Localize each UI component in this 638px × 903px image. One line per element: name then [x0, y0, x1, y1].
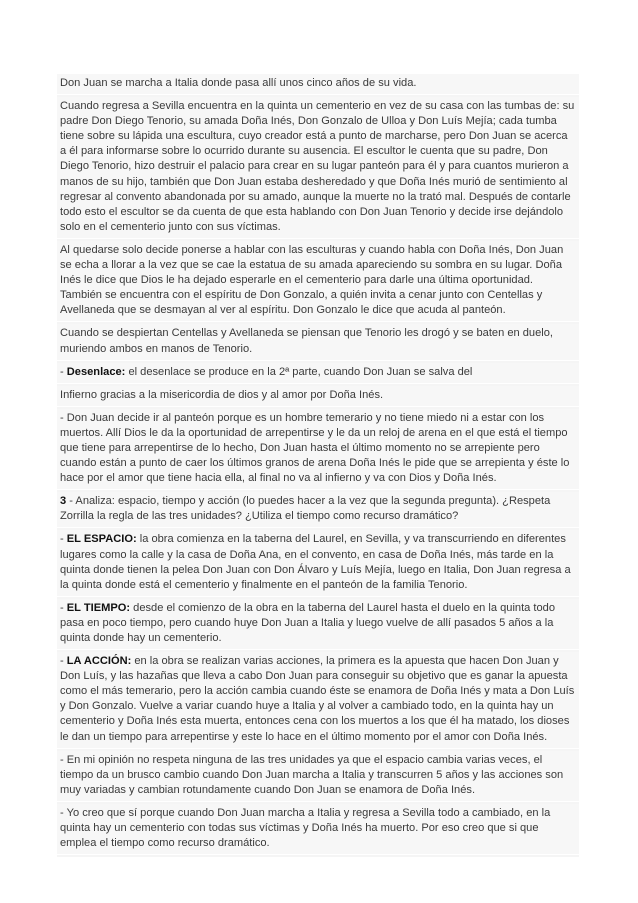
paragraph: - Don Juan decide ir al panteón porque es un hombre temerario y no tiene miedo ni a estar con los muertos. Allí Dios le da la oportunidad de arrepentirse y le da un reloj de arena en el que está el tiempo que tiene para arrepentirse de lo hecho, Don Juan hasta el último momento no se arrepiente pero cuando están a punto de caer los últimos granos de arena Doña Inés le pide que se arrepienta y éste lo hace por el amor que tiene hacia ella, al final no va al infierno y va con Dios y Doña Inés.	[57, 409, 579, 490]
paragraph: - Yo creo que sí porque cuando Don Juan marcha a Italia y regresa a Sevilla todo a cambiado, en la quinta hay un cementerio con todas sus víctimas y Doña Inés ha muerto. Por eso creo que si que emplea el tiempo como recurso dramático.	[57, 804, 579, 855]
document-body	[57, 74, 579, 857]
paragraph: - En mi opinión no respeta ninguna de las tres unidades ya que el espacio cambia varias veces, el tiempo da un brusco cambio cuando Don Juan marcha a Italia y transcurren 5 años y las acciones son muy variadas y cambian rotundamente cuando Don Juan se enamora de Doña Inés.	[57, 751, 579, 802]
paragraph-espacio: - EL ESPACIO: la obra comienza en la taberna del Laurel, en Sevilla, y va transcurriendo en diferentes lugares como la calle y la casa de Doña Ana, en el convento, en casa de Doña Inés, más tarde en la quinta donde tienen la pelea Don Juan con Don Álvaro y Luís Mejía, luego en Italia, Don Juan regresa a la quinta donde está el cementerio y finalmente en el panteón de la familia Tenorio.	[57, 530, 579, 596]
paragraph: Infierno gracias a la misericordia de dios y al amor por Doña Inés.	[57, 386, 579, 407]
paragraph: Al quedarse solo decide ponerse a hablar con las esculturas y cuando habla con Doña Inés, Don Juan se echa a llorar a la vez que se cae la estatua de su amada apareciendo su sombra en su lugar. Doña Inés le dice que Dios le ha dejado esperarle en el cementerio para darle una última oportunidad. También se encuentra con el espíritu de Don Gonzalo, a quién invita a cenar junto con Centellas y Avellaneda que se desmayan al ver al espíritu. Don Gonzalo le dice que acuda al panteón.	[57, 241, 579, 322]
paragraph-question-3: 3 - Analiza: espacio, tiempo y acción (lo puedes hacer a la vez que la segunda pregunta). ¿Respeta Zorrilla la regla de las tres unidades? ¿Utiliza el tiempo como recurso dramático?	[57, 492, 579, 528]
paragraph: Cuando se despiertan Centellas y Avellaneda se piensan que Tenorio les drogó y se baten en duelo, muriendo ambos en manos de Tenorio.	[57, 324, 579, 360]
heading-accion: LA ACCIÓN:	[66, 655, 132, 668]
paragraph-desenlace: - Desenlace: el desenlace se produce en la 2ª parte, cuando Don Juan se salva del	[57, 363, 579, 384]
question-number: 3	[60, 495, 67, 508]
paragraph-accion: - LA ACCIÓN: en la obra se realizan varias acciones, la primera es la apuesta que hacen Don Juan y Don Luís, y las hazañas que lleva a cabo Don Juan para conseguir su objetivo que es ganar la apuesta como el más temerario, pero la acción cambia cuando éste se enamora de Doña Inés y mata a Don Luís y Don Gonzalo. Vuelve a variar cuando huye a Italia y al volver a cambiado todo, en la quinta hay un cementerio y Doña Inés esta muerta, entonces cena con los muertos a los que él ha matado, los dioses le dan un tiempo para arrepentirse y este lo hace en el último momento por el amor con Doña Inés.	[57, 652, 579, 749]
heading-tiempo: EL TIEMPO:	[66, 601, 131, 614]
heading-espacio: EL ESPACIO:	[66, 533, 137, 546]
paragraph-tiempo: - EL TIEMPO: desde el comienzo de la obra en la taberna del Laurel hasta el duelo en la quinta todo pasa en poco tiempo, pero cuando huye Don Juan a Italia y luego vuelve de allí pasados 5 años a la quinta donde hay un cementerio.	[57, 599, 579, 650]
paragraph: Don Juan se marcha a Italia donde pasa allí unos cinco años de su vida.	[57, 74, 579, 95]
paragraph: Cuando regresa a Sevilla encuentra en la quinta un cementerio en vez de su casa con las tumbas de: su padre Don Diego Tenorio, su amada Doña Inés, Don Gonzalo de Ulloa y Don Luís Mejía; cada tumba tiene sobre su lápida una escultura, cuyo creador está a punto de marcharse, pero Don Juan se acerca a él para informarse sobre lo ocurrido durante su ausencia. El escultor le cuenta que su padre, Don Diego Tenorio, hizo destruir el palacio para crear en su lugar panteón para él y para cuantos murieron a manos de su hijo, también que Don Juan estaba desheredado y que Doña Inés murió de sentimiento al regresar al convento abandonada por su amado, aunque la muerte no la trató mal. Después de contarle todo esto el escultor se da cuenta de que esta hablando con Don Juan Tenorio y decide irse dejándolo solo en el cementerio junto con sus víctimas.	[57, 97, 579, 239]
heading-desenlace: Desenlace:	[66, 365, 126, 378]
